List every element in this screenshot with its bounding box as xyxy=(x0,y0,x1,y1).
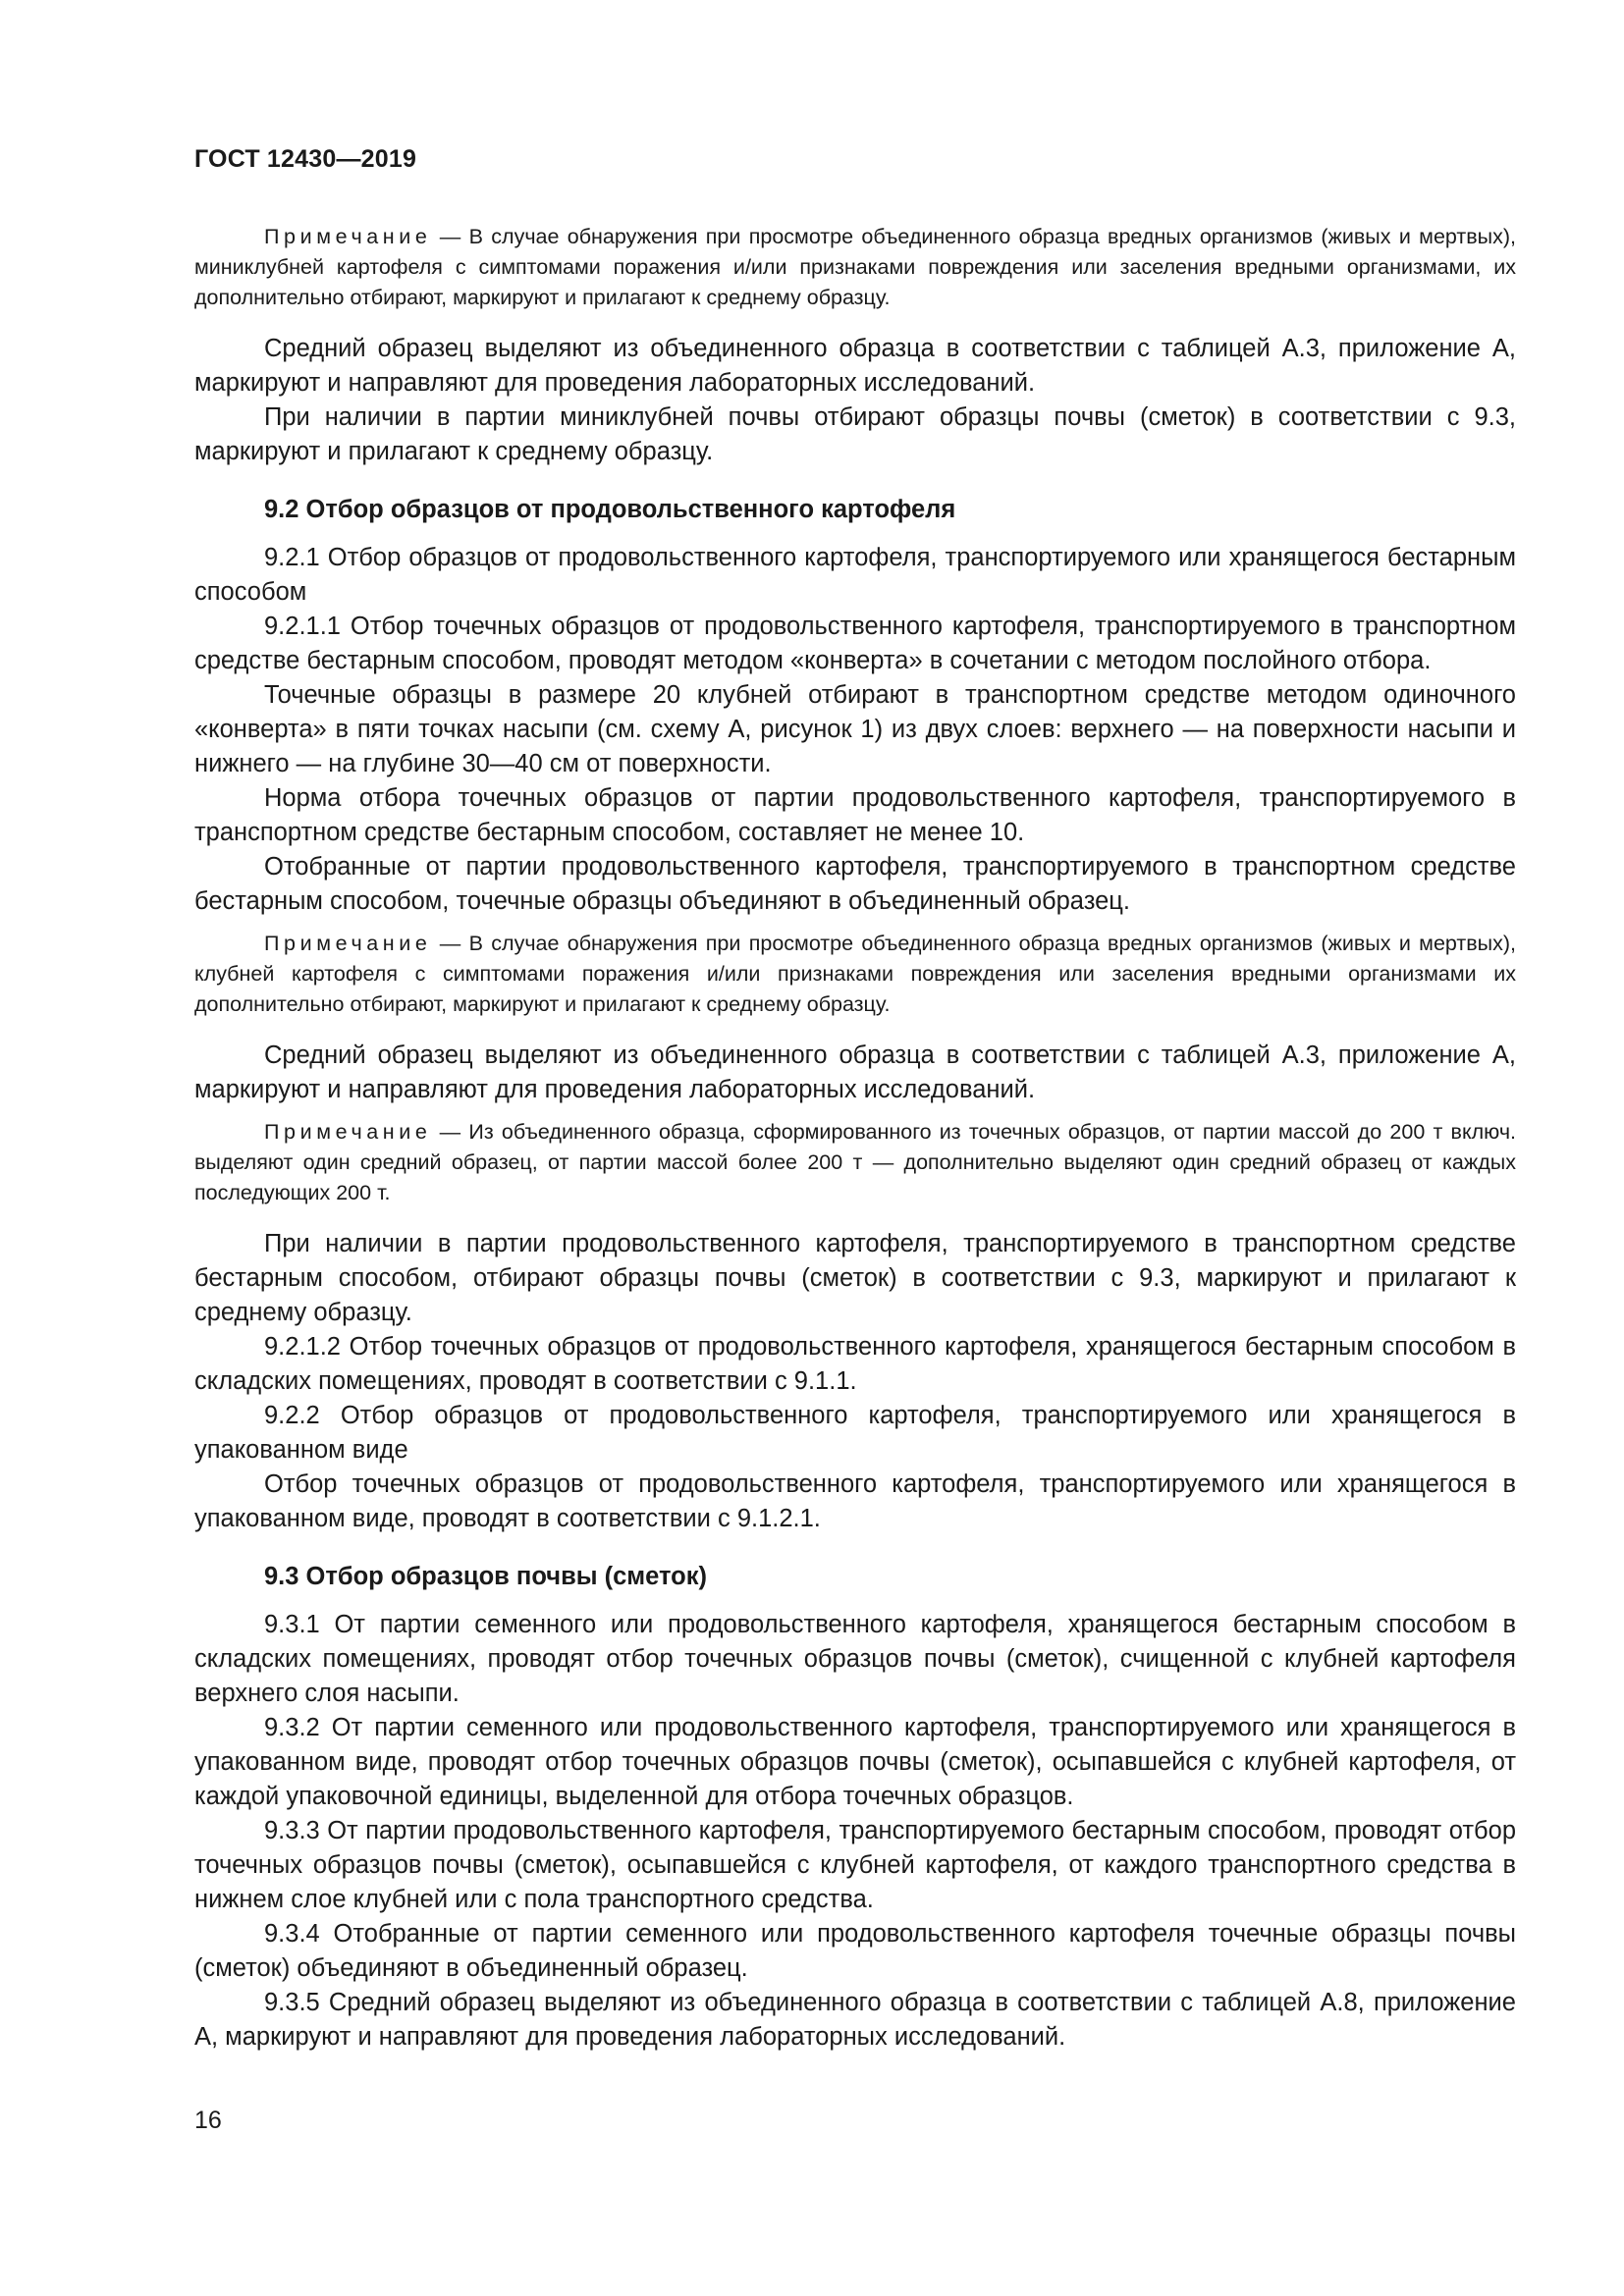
section-heading-9-2: 9.2 Отбор образцов от продовольственного картофеля xyxy=(264,496,956,523)
paragraph: При наличии в партии миниклубней почвы отбирают образцы почвы (сметок) в соответствии с 9.3, маркируют и прилагают к среднему образцу. xyxy=(194,403,1516,465)
paragraph: Средний образец выделяют из объединенного образца в соответствии с таблицей А.3, приложение А, маркируют и направляют для проведения лабораторных исследований. xyxy=(194,335,1516,397)
page-number: 16 xyxy=(194,2107,222,2134)
note-label: Примечание xyxy=(264,932,432,955)
paragraph: 9.2.1.1 Отбор точечных образцов от продовольственного картофеля, транспортируемого в транспортном средстве бестарным способом, проводят методом «конверта» в сочетании с методом послойного отбора. xyxy=(194,613,1516,674)
paragraph: 9.3.3 От партии продовольственного картофеля, транспортируемого бестарным способом, проводят отбор точечных образцов почвы (сметок), осыпавшейся с клубней картофеля, от каждого транспортного средства в нижнем слое клубней или с пола транспортного средства. xyxy=(194,1817,1516,1913)
note-text: — В случае обнаружения при просмотре объединенного образца вредных организмов (живых и мертвых), клубней картофеля с симптомами поражения и/или признаками повреждения или заселения вредными организмами их дополнительно отбирают, маркируют и прилагают к среднему образцу. xyxy=(194,932,1516,1016)
paragraph: 9.3.5 Средний образец выделяют из объединенного образца в соответствии с таблицей А.8, приложение А, маркируют и направляют для проведения лабораторных исследований. xyxy=(194,1989,1516,2051)
paragraph: 9.2.1 Отбор образцов от продовольственного картофеля, транспортируемого или хранящегося бестарным способом xyxy=(194,544,1516,606)
paragraph: Отобранные от партии продовольственного картофеля, транспортируемого в транспортном средстве бестарным способом, точечные образцы объединяют в объединенный образец. xyxy=(194,853,1516,915)
note-1 xyxy=(194,222,1516,313)
note-label: Примечание xyxy=(264,1120,432,1144)
note-label: Примечание xyxy=(264,225,432,248)
document-header: ГОСТ 12430—2019 xyxy=(194,145,417,173)
note-3 xyxy=(194,1117,1516,1208)
paragraph: Точечные образцы в размере 20 клубней отбирают в транспортном средстве методом одиночного «конверта» в пяти точках насыпи (см. схему А, рисунок 1) из двух слоев: верхнего — на поверхности насыпи и нижнего — на глубине 30—40 см от поверхности. xyxy=(194,681,1516,777)
paragraph: 9.2.1.2 Отбор точечных образцов от продовольственного картофеля, хранящегося бестарным способом в складских помещениях, проводят в соответствии с 9.1.1. xyxy=(194,1333,1516,1395)
paragraph: 9.3.4 Отобранные от партии семенного или продовольственного картофеля точечные образцы почвы (сметок) объединяют в объединенный образец. xyxy=(194,1920,1516,1982)
document-page xyxy=(194,145,1516,2055)
paragraph: Средний образец выделяют из объединенного образца в соответствии с таблицей А.3, приложение А, маркируют и направляют для проведения лабораторных исследований. xyxy=(194,1041,1516,1103)
paragraph: 9.3.1 От партии семенного или продовольственного картофеля, хранящегося бестарным способом в складских помещениях, проводят отбор точечных образцов почвы (сметок), счищенной с клубней картофеля верхнего слоя насыпи. xyxy=(194,1611,1516,1707)
paragraph: 9.3.2 От партии семенного или продовольственного картофеля, транспортируемого или хранящегося в упакованном виде, проводят отбор точечных образцов почвы (сметок), осыпавшейся с клубней картофеля, от каждой упаковочной единицы, выделенной для отбора точечных образцов. xyxy=(194,1714,1516,1810)
note-text: — В случае обнаружения при просмотре объединенного образца вредных организмов (живых и мертвых), миниклубней картофеля с симптомами поражения и/или признаками повреждения или заселения вредными организмами, их дополнительно отбирают, маркируют и прилагают к среднему образцу. xyxy=(194,225,1516,309)
paragraph: Отбор точечных образцов от продовольственного картофеля, транспортируемого или хранящегося в упакованном виде, проводят в соответствии с 9.1.2.1. xyxy=(194,1470,1516,1532)
paragraph: При наличии в партии продовольственного картофеля, транспортируемого в транспортном средстве бестарным способом, отбирают образцы почвы (сметок) в соответствии с 9.3, маркируют и прилагают к среднему образцу. xyxy=(194,1230,1516,1326)
section-heading-9-3: 9.3 Отбор образцов почвы (сметок) xyxy=(264,1563,707,1590)
paragraph: 9.2.2 Отбор образцов от продовольственного картофеля, транспортируемого или хранящегося в упакованном виде xyxy=(194,1402,1516,1464)
note-2 xyxy=(194,929,1516,1020)
paragraph: Норма отбора точечных образцов от партии продовольственного картофеля, транспортируемого в транспортном средстве бестарным способом, составляет не менее 10. xyxy=(194,784,1516,846)
note-text: — Из объединенного образца, сформированного из точечных образцов, от партии массой до 200 т включ. выделяют один средний образец, от партии массой более 200 т — дополнительно выделяют один средний образец от каждых последующих 200 т. xyxy=(194,1120,1516,1204)
